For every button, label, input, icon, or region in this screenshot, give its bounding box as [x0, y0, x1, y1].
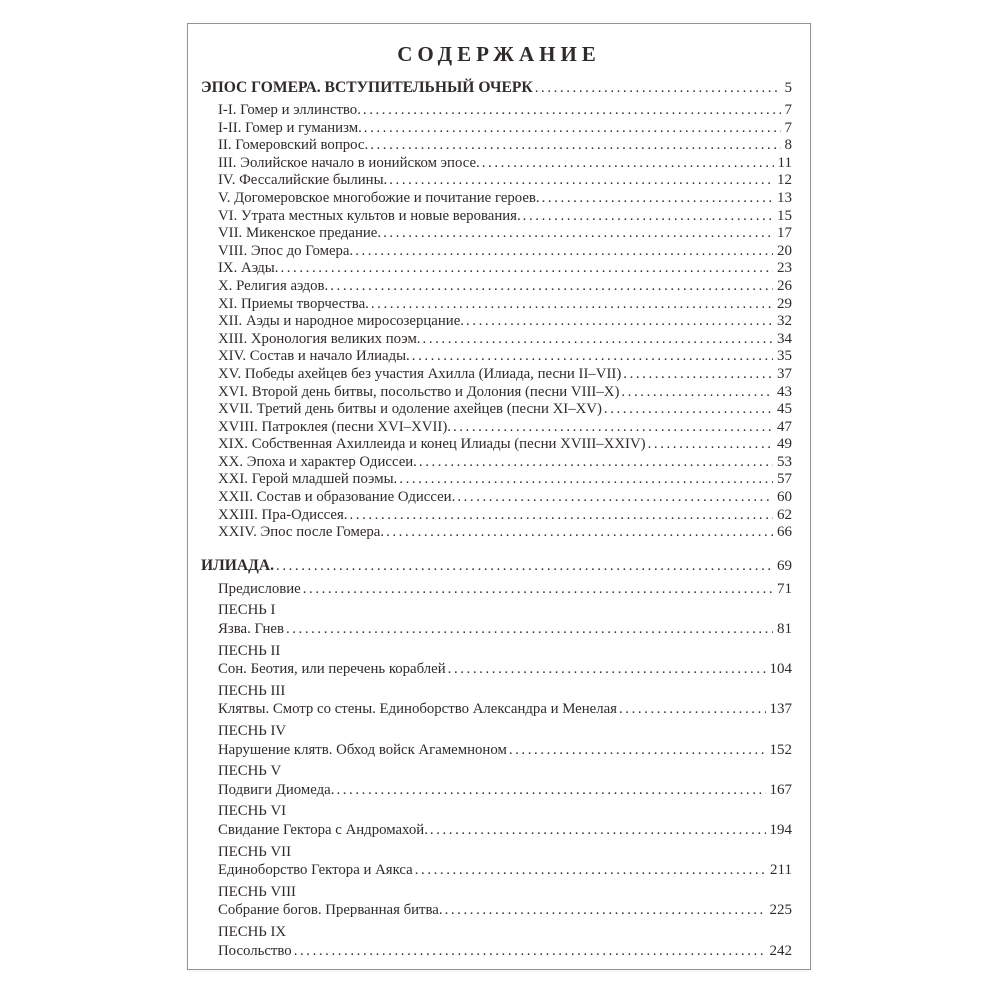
song-heading-row — [201, 923, 792, 942]
entry-label: XXIV. Эпос после Гомера. — [218, 524, 385, 541]
entry-page-number: 20 — [777, 242, 792, 259]
toc-entry-row — [201, 489, 792, 507]
toc-entry-row — [201, 155, 792, 173]
entry-label: Собрание богов. Прерванная битва. — [218, 902, 443, 919]
entry-label: XIX. Собственная Ахиллеида и конец Илиады (песни XVIII–XXIV) — [218, 436, 646, 453]
dot-leader — [280, 260, 773, 278]
dot-leader — [430, 821, 766, 840]
entry-label: Клятвы. Смотр со стены. Единоборство Александра и Менелая — [218, 701, 617, 718]
entry-label: Подвиги Диомеда. — [218, 781, 335, 798]
entry-page-number: 7 — [784, 119, 792, 136]
toc-entry-row — [201, 620, 792, 639]
entry-page-number: 49 — [777, 436, 792, 453]
entry-page-number: 71 — [777, 580, 792, 597]
toc-entry-row — [201, 384, 792, 402]
song-heading-label: ПЕСНЬ I — [218, 602, 276, 619]
entry-page-number: 60 — [777, 489, 792, 506]
entry-label: XI. Приемы творчества. — [218, 295, 369, 312]
toc-entry-row — [201, 741, 792, 760]
dot-leader — [419, 454, 773, 472]
entry-page-number: 12 — [777, 172, 792, 189]
entry-page-number: 62 — [777, 506, 792, 523]
toc-entry-row — [201, 208, 792, 226]
entry-page-number: 57 — [777, 471, 792, 488]
toc-section-entries — [201, 102, 792, 542]
toc-entry-row — [201, 942, 792, 961]
dot-leader — [303, 580, 773, 599]
toc-entry-row — [201, 471, 792, 489]
entry-label: XII. Аэды и народное миросозерцание. — [218, 313, 464, 330]
entry-page-number: 11 — [777, 154, 792, 171]
toc-entry-row — [201, 190, 792, 208]
entry-label: Язва. Гнев — [218, 621, 284, 638]
toc-entry-row — [201, 861, 792, 880]
entry-page-number: 17 — [777, 225, 792, 242]
entry-label: Нарушение клятв. Обход войск Агамемноном — [218, 741, 507, 758]
toc-entry-row — [201, 278, 792, 296]
entry-label: I-I. Гомер и эллинство. — [218, 102, 361, 118]
entry-label: XVIII. Патроклея (песни XVI–XVII). — [218, 418, 451, 435]
dot-leader — [448, 660, 766, 679]
toc-entry-row — [201, 296, 792, 314]
toc-entry-row — [201, 781, 792, 800]
entry-label: Сон. Беотия, или перечень кораблей — [218, 661, 446, 678]
entry-page-number: 35 — [777, 348, 792, 365]
toc-entry-row — [201, 419, 792, 437]
song-heading-label: ПЕСНЬ VII — [218, 843, 292, 860]
entry-page-number: 43 — [777, 383, 792, 400]
entry-page-number: 104 — [769, 661, 792, 678]
toc-entry-row — [201, 172, 792, 190]
toc-entry-row — [201, 401, 792, 419]
toc-entry-row — [201, 313, 792, 331]
entry-label: XXII. Состав и образование Одиссеи. — [218, 489, 456, 506]
toc-entry-row — [201, 137, 792, 155]
dot-leader — [276, 557, 773, 576]
entry-page-number: 66 — [777, 524, 792, 541]
dot-leader — [399, 471, 773, 489]
entry-label: VIII. Эпос до Гомера. — [218, 242, 354, 259]
entry-label: X. Религия аэдов. — [218, 277, 329, 294]
toc-title: СОДЕРЖАНИЕ — [397, 42, 601, 66]
section-page-number: 69 — [777, 557, 792, 574]
dot-leader — [453, 419, 773, 437]
dot-leader — [370, 137, 780, 155]
entry-label: XIII. Хронология великих поэм. — [218, 330, 421, 347]
entry-page-number: 53 — [777, 453, 792, 470]
dot-leader — [355, 243, 773, 261]
entry-page-number: 34 — [777, 330, 792, 347]
toc-section-row — [201, 78, 792, 98]
song-heading-row — [201, 883, 792, 902]
toc-entry-row — [201, 225, 792, 243]
song-heading-label: ПЕСНЬ II — [218, 642, 281, 659]
toc-section-row — [201, 556, 792, 576]
song-heading-label: ПЕСНЬ III — [218, 682, 286, 699]
toc-entry-row — [201, 507, 792, 525]
dot-leader — [364, 120, 781, 138]
dot-leader — [621, 384, 773, 402]
dot-leader — [330, 278, 773, 296]
entry-label: XV. Победы ахейцев без участия Ахилла (Илиада, песни II–VII) — [218, 365, 622, 382]
song-heading-row — [201, 762, 792, 781]
entry-page-number: 15 — [777, 207, 792, 224]
entry-page-number: 8 — [784, 137, 792, 154]
section-label: ИЛИАДА. — [201, 556, 275, 574]
dot-leader — [423, 331, 773, 349]
entry-page-number: 37 — [777, 365, 792, 382]
entry-label: XXIII. Пра-Одиссея. — [218, 506, 348, 523]
section-label: ЭПОС ГОМЕРА. ВСТУПИТЕЛЬНЫЙ ОЧЕРК — [201, 79, 533, 96]
toc-list — [201, 78, 792, 960]
dot-leader — [294, 942, 766, 961]
entry-page-number: 194 — [769, 821, 792, 838]
entry-page-number: 167 — [769, 781, 792, 798]
dot-leader — [445, 901, 766, 920]
toc-section-entries — [201, 580, 792, 960]
toc-entry-row — [201, 901, 792, 920]
song-heading-row — [201, 802, 792, 821]
toc-entry-row — [201, 436, 792, 454]
entry-label: Свидание Гектора с Андромахой. — [218, 821, 428, 838]
dot-leader — [371, 296, 773, 314]
entry-label: I-II. Гомер и гуманизм. — [218, 119, 362, 136]
entry-page-number: 29 — [777, 295, 792, 312]
toc-entry-row — [201, 366, 792, 384]
toc-entry-row — [201, 580, 792, 599]
entry-label: II. Гомеровский вопрос. — [218, 137, 369, 154]
toc-entry-row — [201, 243, 792, 261]
entry-page-number: 137 — [769, 701, 792, 718]
section-page-number: 5 — [784, 80, 792, 96]
dot-leader — [466, 313, 773, 331]
entry-label: XVII. Третий день битвы и одоление ахейцев (песни XI–XV) — [218, 401, 602, 418]
song-heading-label: ПЕСНЬ VI — [218, 803, 287, 820]
entry-label: III. Эолийское начало в ионийском эпосе. — [218, 154, 480, 171]
dot-leader — [623, 366, 773, 384]
entry-page-number: 7 — [784, 102, 792, 118]
entry-page-number: 47 — [777, 418, 792, 435]
toc-entry-row — [201, 120, 792, 138]
dot-leader — [648, 436, 773, 454]
entry-page-number: 32 — [777, 313, 792, 330]
entry-label: XX. Эпоха и характер Одиссеи. — [218, 453, 417, 470]
entry-label: V. Догомеровское многобожие и почитание героев. — [218, 189, 540, 206]
dot-leader — [389, 172, 773, 190]
toc-entry-row — [201, 524, 792, 542]
toc-entry-row — [201, 102, 792, 120]
toc-entry-row — [201, 821, 792, 840]
dot-leader — [604, 401, 773, 419]
dot-leader — [286, 620, 773, 639]
entry-page-number: 13 — [777, 189, 792, 206]
entry-label: VI. Утрата местных культов и новые верования. — [218, 207, 521, 224]
entry-page-number: 225 — [769, 902, 792, 919]
entry-label: Предисловие — [218, 580, 301, 597]
entry-page-number: 45 — [777, 401, 792, 418]
toc-entry-row — [201, 700, 792, 719]
dot-leader — [542, 190, 773, 208]
entry-label: XXI. Герой младшей поэмы. — [218, 471, 398, 488]
entry-page-number: 26 — [777, 277, 792, 294]
song-heading-label: ПЕСНЬ VIII — [218, 883, 296, 900]
dot-leader — [457, 489, 773, 507]
song-heading-row — [201, 843, 792, 862]
entry-page-number: 211 — [770, 862, 792, 879]
book-page — [187, 23, 811, 970]
toc-entry-row — [201, 660, 792, 679]
entry-label: Посольство — [218, 942, 292, 959]
toc-entry-row — [201, 260, 792, 278]
dot-leader — [363, 102, 781, 120]
entry-label: XIV. Состав и начало Илиады. — [218, 348, 410, 365]
song-heading-row — [201, 601, 792, 620]
entry-label: VII. Микенское предание. — [218, 225, 382, 242]
entry-label: IV. Фессалийские былины. — [218, 172, 388, 189]
entry-label: Единоборство Гектора и Аякса — [218, 862, 413, 879]
dot-leader — [482, 155, 774, 173]
song-heading-label: ПЕСНЬ IX — [218, 923, 287, 940]
dot-leader — [336, 781, 765, 800]
entry-page-number: 242 — [769, 942, 792, 959]
song-heading-row — [201, 642, 792, 661]
dot-leader — [509, 741, 766, 760]
dot-leader — [535, 79, 781, 98]
toc-entry-row — [201, 454, 792, 472]
dot-leader — [349, 507, 773, 525]
song-heading-label: ПЕСНЬ V — [218, 763, 282, 780]
dot-leader — [415, 861, 766, 880]
toc-entry-row — [201, 348, 792, 366]
dot-leader — [383, 225, 773, 243]
dot-leader — [619, 700, 766, 719]
dot-leader — [386, 524, 773, 542]
entry-page-number: 23 — [777, 260, 792, 277]
song-heading-row — [201, 682, 792, 701]
toc-entry-row — [201, 331, 792, 349]
entry-label: IX. Аэды. — [218, 260, 279, 277]
dot-leader — [523, 208, 773, 226]
song-heading-label: ПЕСНЬ IV — [218, 723, 287, 739]
entry-page-number: 81 — [777, 621, 792, 638]
song-heading-row — [201, 722, 792, 741]
dot-leader — [412, 348, 773, 366]
entry-page-number: 152 — [769, 741, 792, 758]
entry-label: XVI. Второй день битвы, посольство и Долония (песни VIII–X) — [218, 383, 620, 400]
